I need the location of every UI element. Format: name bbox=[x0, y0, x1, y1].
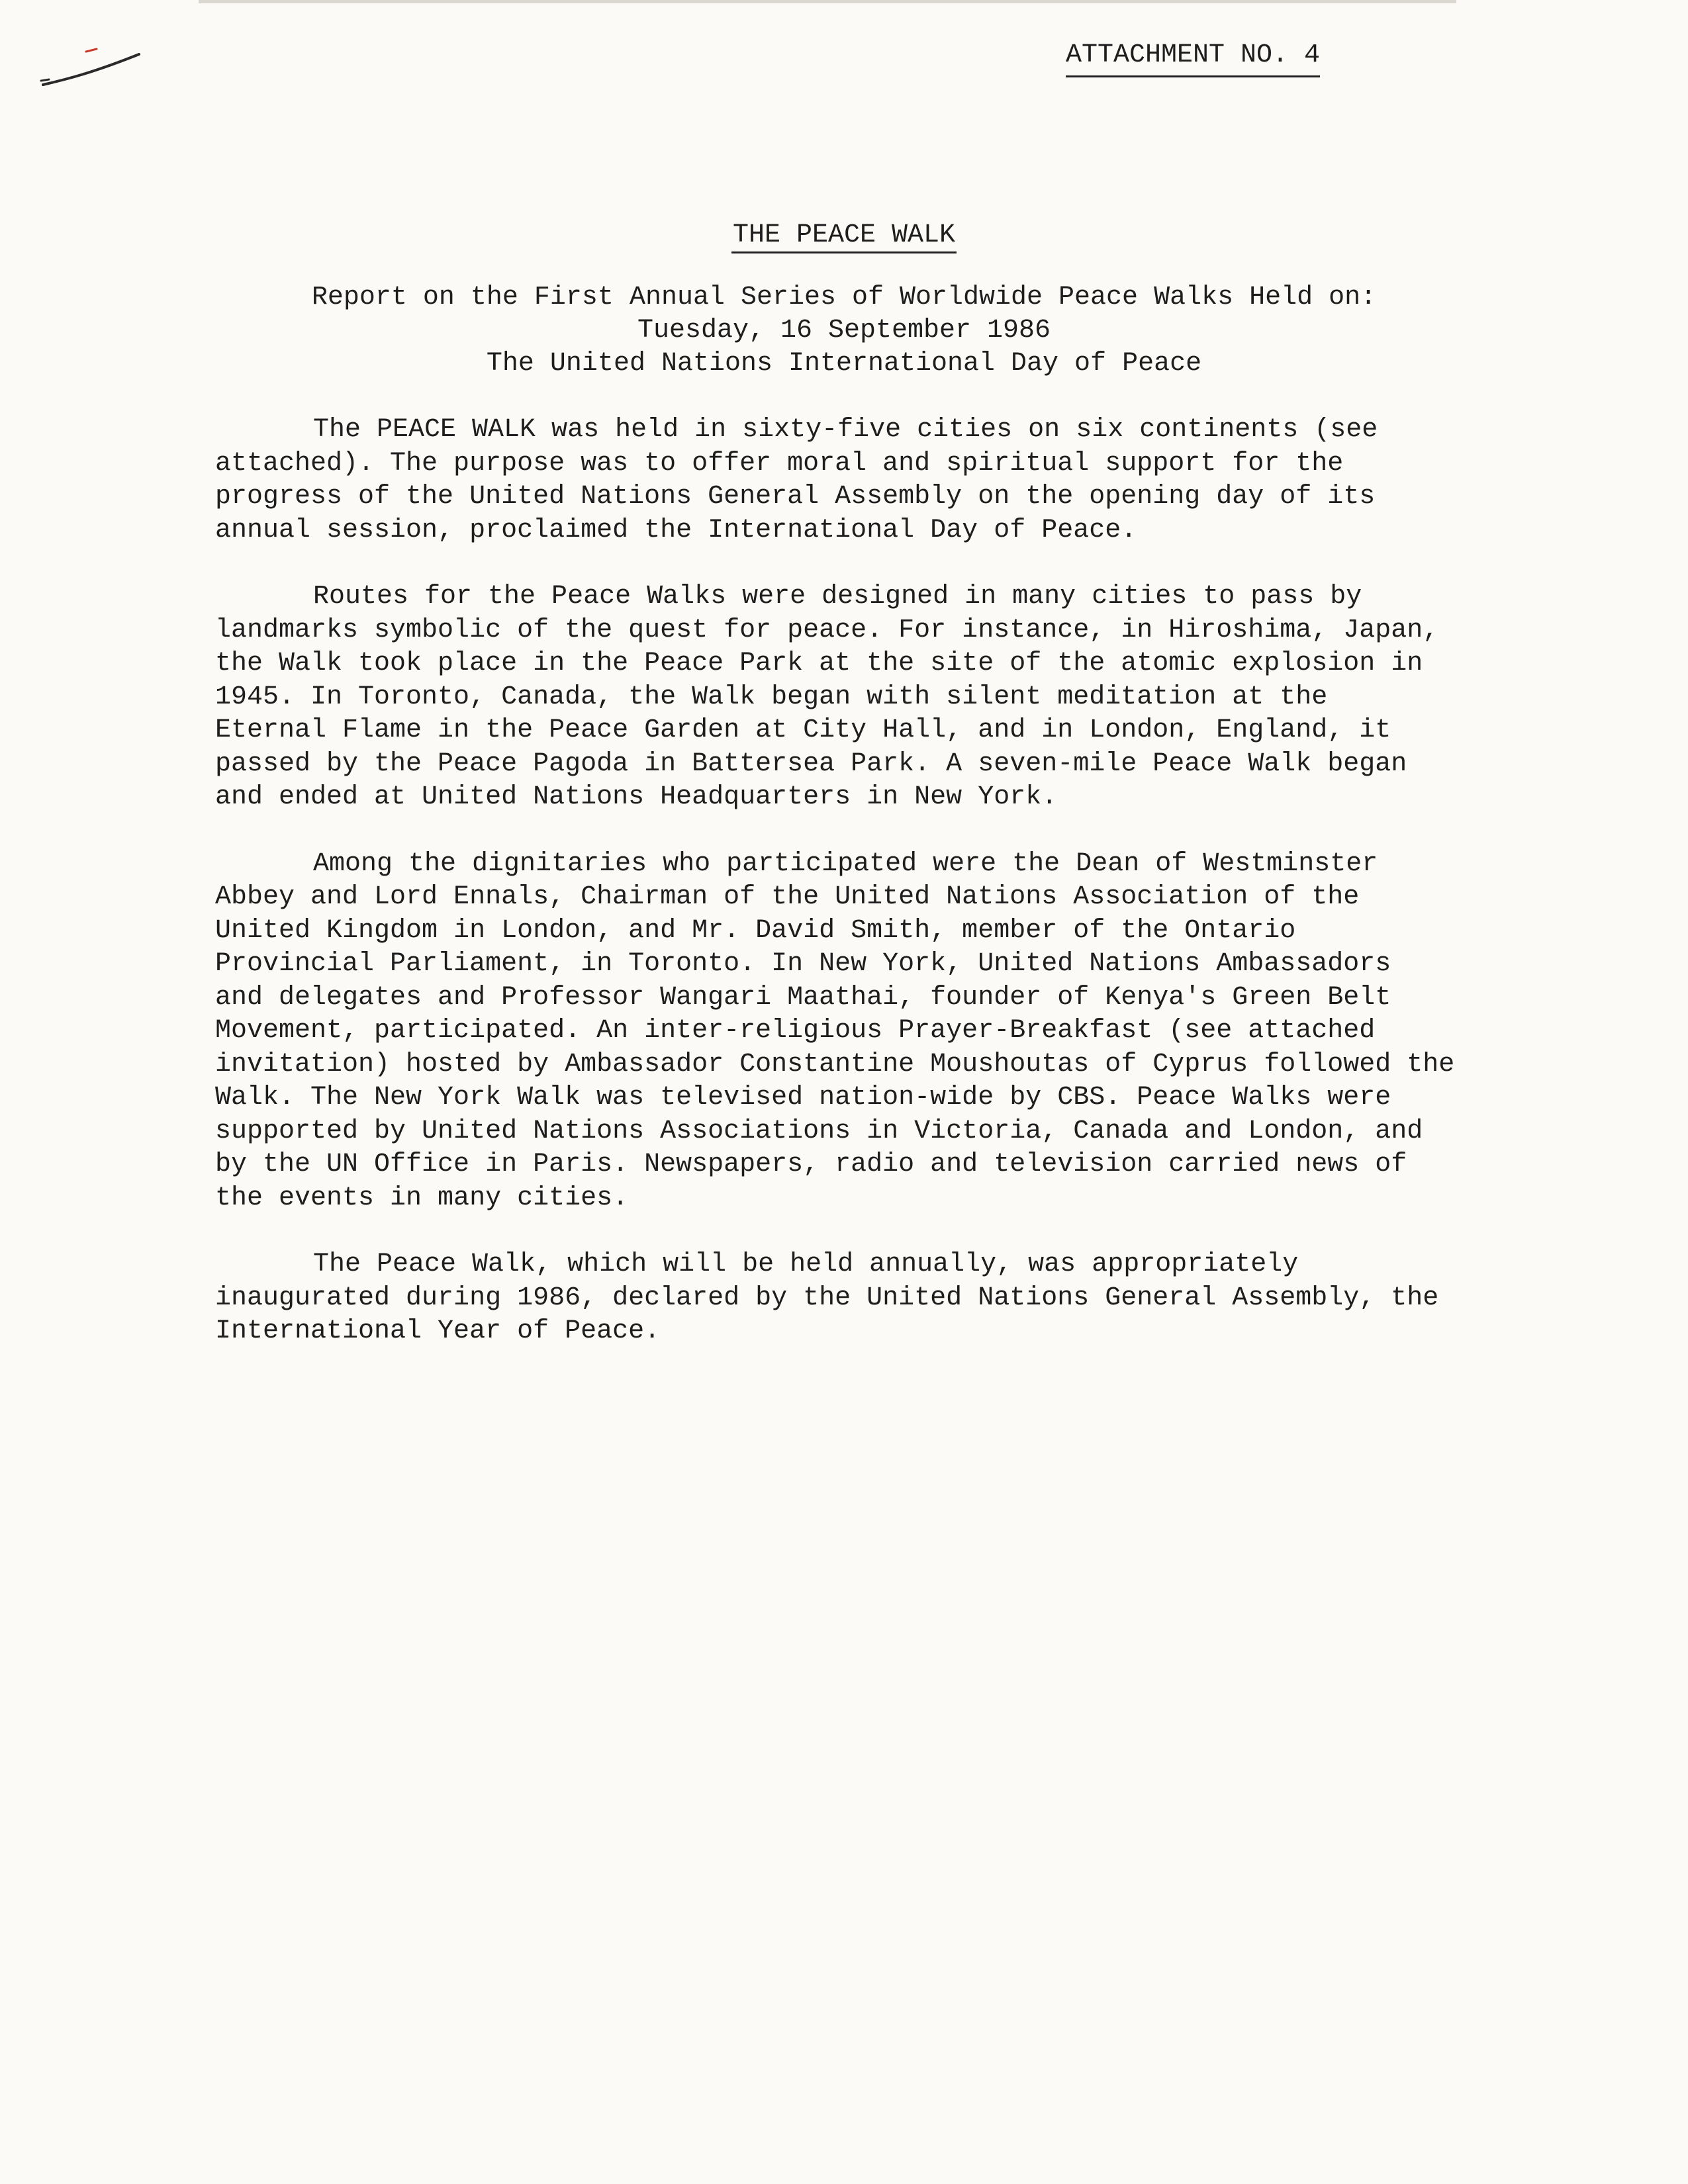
paragraph-line: Eternal Flame in the Peace Garden at City Hall, and in London, England, it bbox=[215, 715, 1391, 745]
paragraph-line: passed by the Peace Pagoda in Battersea Park. A seven-mile Peace Walk began bbox=[215, 749, 1407, 779]
subtitle-line: Report on the First Annual Series of Worldwide Peace Walks Held on: bbox=[311, 283, 1377, 312]
paragraph-line: and ended at United Nations Headquarters in New York. bbox=[215, 782, 1058, 812]
paragraph-line: Provincial Parliament, in Toronto. In New York, United Nations Ambassadors bbox=[215, 949, 1391, 979]
paragraph-line: the Walk took place in the Peace Park at the site of the atomic explosion in bbox=[215, 649, 1423, 678]
document-title bbox=[0, 218, 1688, 253]
paragraph-line: Routes for the Peace Walks were designed in many cities to pass by bbox=[313, 582, 1362, 612]
paragraph bbox=[215, 1248, 1526, 1349]
subtitle-line: The United Nations International Day of Peace bbox=[486, 349, 1202, 379]
paragraph-line: by the UN Office in Paris. Newspapers, radio and television carried news of bbox=[215, 1150, 1407, 1179]
attachment-label: ATTACHMENT NO. 4 bbox=[1066, 38, 1320, 77]
paragraph-line: landmarks symbolic of the quest for peace. For instance, in Hiroshima, Japan, bbox=[215, 615, 1439, 645]
paragraph-line: The Peace Walk, which will be held annually, was appropriately bbox=[313, 1250, 1299, 1279]
document-subtitle bbox=[0, 281, 1688, 381]
pen-mark bbox=[40, 46, 146, 99]
paragraph-line: Walk. The New York Walk was televised nation-wide by CBS. Peace Walks were bbox=[215, 1083, 1391, 1113]
paragraph bbox=[215, 580, 1526, 815]
paragraph-line: Movement, participated. An inter-religious Prayer-Breakfast (see attached bbox=[215, 1016, 1376, 1046]
paragraph-line: inaugurated during 1986, declared by the United Nations General Assembly, the bbox=[215, 1283, 1439, 1313]
paragraph-line: the events in many cities. bbox=[215, 1183, 629, 1213]
paragraph-line: United Kingdom in London, and Mr. David Smith, member of the Ontario bbox=[215, 915, 1296, 946]
paragraph-line: International Year of Peace. bbox=[215, 1316, 661, 1346]
paragraph-line: Among the dignitaries who participated were the Dean of Westminster bbox=[313, 848, 1378, 879]
paragraph-line: attached). The purpose was to offer moral and spiritual support for the bbox=[215, 448, 1344, 478]
paragraph-line: 1945. In Toronto, Canada, the Walk began with silent meditation at the bbox=[215, 682, 1328, 712]
document-title-text: THE PEACE WALK bbox=[731, 220, 957, 253]
page-top-edge bbox=[199, 0, 1456, 3]
paragraph-line: invitation) hosted by Ambassador Constantine Moushoutas of Cyprus followed the bbox=[215, 1049, 1455, 1079]
paragraph-line: supported by United Nations Associations in Victoria, Canada and London, and bbox=[215, 1116, 1423, 1146]
paragraph-line: and delegates and Professor Wangari Maathai, founder of Kenya's Green Belt bbox=[215, 982, 1391, 1013]
subtitle-line: Tuesday, 16 September 1986 bbox=[637, 316, 1051, 345]
paragraph-line: progress of the United Nations General Assembly on the opening day of its bbox=[215, 482, 1376, 512]
paragraph-line: Abbey and Lord Ennals, Chairman of the United Nations Association of the bbox=[215, 882, 1360, 912]
paragraph-line: annual session, proclaimed the International Day of Peace. bbox=[215, 515, 1137, 545]
paragraph bbox=[215, 848, 1526, 1216]
paragraph bbox=[215, 414, 1526, 547]
paragraph-line: The PEACE WALK was held in sixty-five cities on six continents (see bbox=[313, 415, 1378, 445]
document-body bbox=[215, 414, 1526, 1382]
